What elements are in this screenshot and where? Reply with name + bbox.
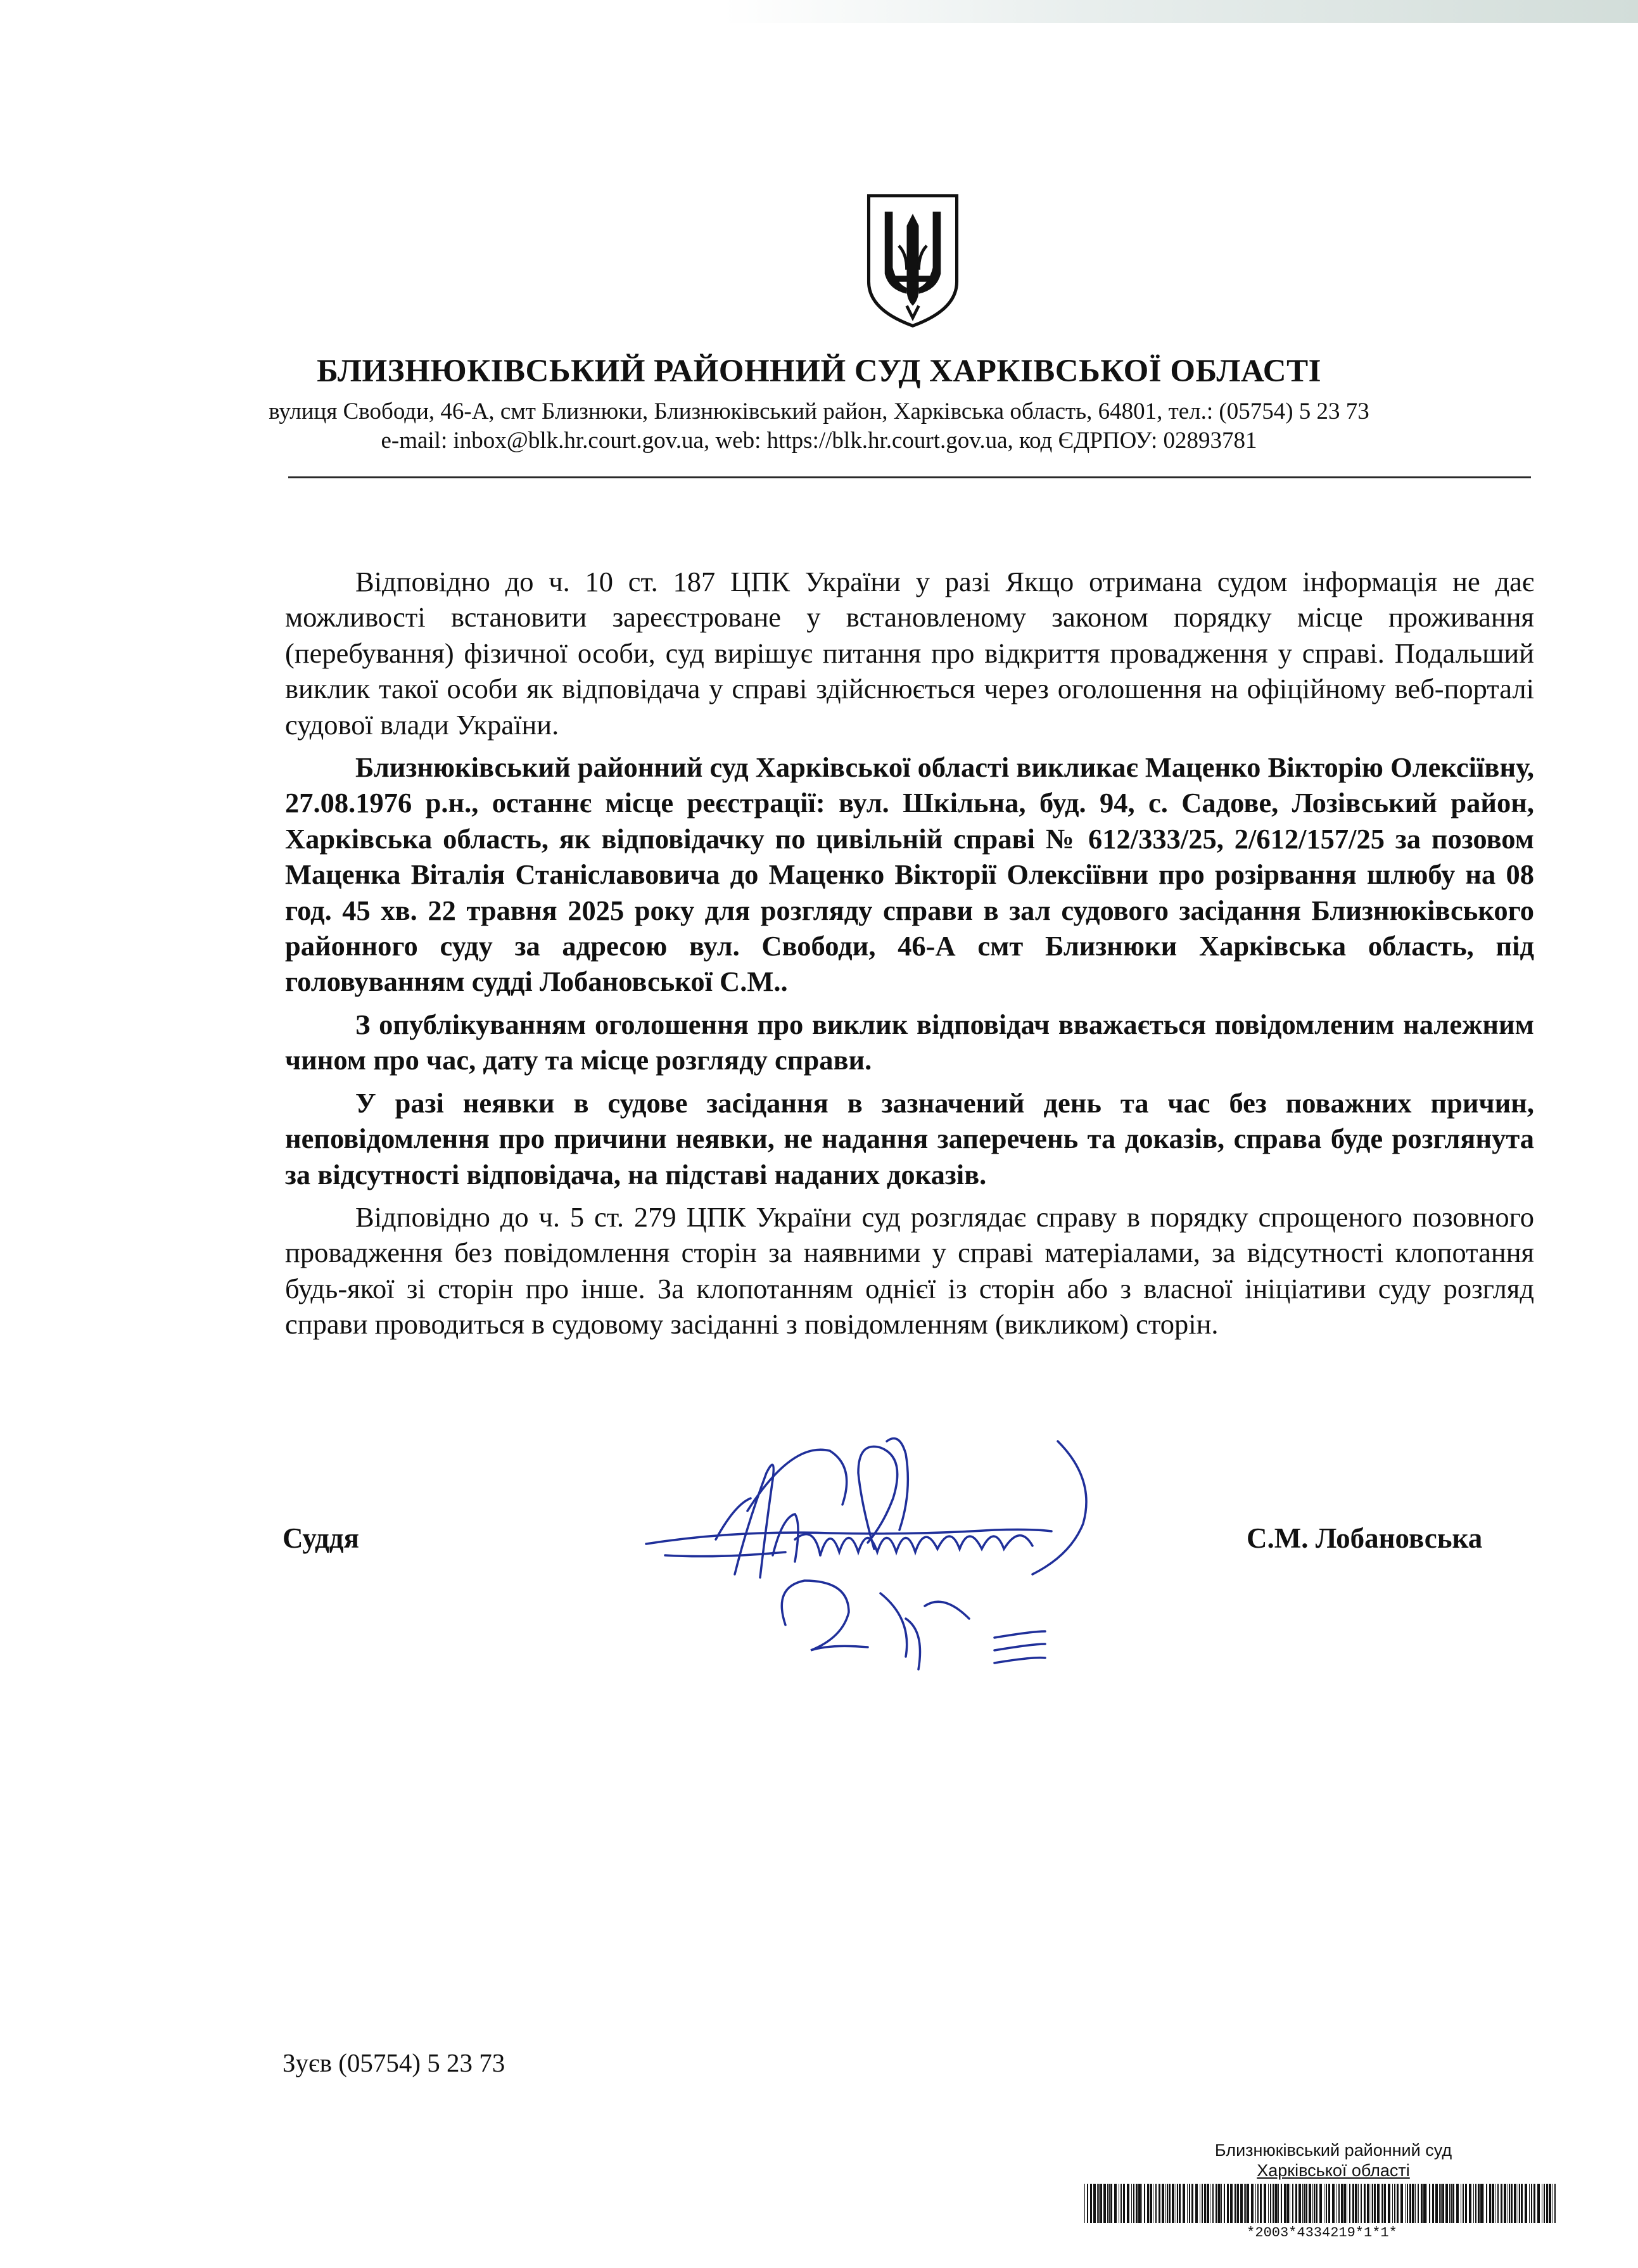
barcode-bar [1107,2184,1108,2223]
barcode-bar [1442,2184,1444,2223]
notice-paragraph: З опублікуванням оголошення про виклик відповідач вважається повідомленим належним чином про час, дату та місце розгляду справи. [285,1008,1534,1076]
barcode-bar [1397,2184,1399,2223]
barcode-bar [1127,2184,1129,2223]
barcode-bar [1183,2184,1185,2223]
barcode-bar [1423,2184,1426,2223]
barcode-bar [1121,2184,1122,2223]
barcode-bar [1235,2184,1236,2223]
barcode-bar [1361,2184,1362,2223]
barcode-bar [1195,2184,1198,2223]
barcode-bar [1382,2184,1383,2223]
barcode-number: *2003*4334219*1*1* [1247,2225,1397,2241]
trident-coat-of-arms-icon [863,189,963,331]
barcode-bar [1255,2184,1256,2223]
barcode-bar [1298,2184,1301,2223]
barcode-bar [1364,2184,1366,2223]
barcode-bar [1189,2184,1190,2223]
barcode-bar [1338,2184,1340,2223]
barcode-bar [1473,2184,1474,2223]
barcode-bar [1230,2184,1233,2223]
barcode-bar [1207,2184,1209,2223]
barcode-bar [1529,2184,1530,2223]
barcode-bar [1172,2184,1174,2223]
barcode-bar [1475,2184,1476,2223]
barcode-bar [1216,2184,1217,2223]
barcode-bar [1394,2184,1395,2223]
barcode-bar [1426,2184,1427,2223]
barcode-bar [1405,2184,1406,2223]
barcode-bar [1224,2184,1225,2223]
barcode-bar [1501,2184,1502,2223]
barcode-bar [1328,2184,1330,2223]
barcode-bar [1429,2184,1430,2223]
barcode-bar [1314,2184,1315,2223]
barcode-bar [1349,2184,1350,2223]
barcode-bar [1388,2184,1390,2223]
barcode-bar [1465,2184,1467,2223]
barcode-bar [1537,2184,1540,2223]
barcode-bar [1326,2184,1327,2223]
barcode-bar [1169,2184,1171,2223]
barcode-bar [1445,2184,1448,2223]
barcode-bar [1332,2184,1335,2223]
barcode-bar [1355,2184,1357,2223]
barcode-bar [1257,2184,1259,2223]
barcode-bar [1227,2184,1229,2223]
barcode-bar [1312,2184,1313,2223]
barcode-bar [1247,2184,1249,2223]
notice-paragraph: Відповідно до ч. 10 ст. 187 ЦПК України у разі Якщо отримана судом інформація не дає можливості встановити зареєстроване у встановленому законом порядку місце проживання (перебування) фізичної особи, суд вирішує питання про відкриття провадження у справі. Подальший виклик такої особи як відповідача у справі здійснюється через оголошення на офіційному веб-порталі судової влади України. [285,566,1534,741]
barcode-bar [1480,2184,1483,2223]
barcode-bar [1275,2184,1278,2223]
barcode-bar [1519,2184,1520,2223]
notice-paragraph: Близнюківський районний суд Харківської області викликає Маценко Вікторію Олексіївну, 27.08.1976 р.н., останнє місце реєстрації: вул. Шкільна, буд. 94, с. Садове, Лозівський район, Харківська область, як відповідачку по цивільній справі № 612/333/25, 2/612/157/25 за позовом Маценка Віталія Станіславовича до Маценко Вікторії Олексіївни про розірвання шлюбу на 08 год. 45 хв. 22 травня 2025 року для розгляду справи в зал судового засідання Близнюківського районного суду за адресою вул. Свободи, 46-А смт Близнюки Харківська область, під головуванням судді Лобановської С.М.. [285,751,1534,998]
barcode-bar [1278,2184,1279,2223]
header-divider [288,476,1531,478]
barcode-bar [1352,2184,1354,2223]
barcode-bar [1270,2184,1271,2223]
court-contacts: e-mail: inbox@blk.hr.court.gov.ua, web: https://blk.hr.court.gov.ua, код ЄДРПОУ: 02893781 [381,428,1257,454]
barcode-bar [1245,2184,1247,2223]
barcode-bar [1554,2184,1556,2223]
barcode-bar [1377,2184,1380,2223]
barcode-bar [1177,2184,1178,2223]
barcode-bar [1392,2184,1393,2223]
barcode-bar [1100,2184,1102,2223]
barcode-bar [1087,2184,1088,2223]
barcode-bar [1133,2184,1134,2223]
barcode-bar [1549,2184,1551,2223]
barcode-bar [1435,2184,1438,2223]
barcode-bar [1514,2184,1516,2223]
barcode-bar [1155,2184,1157,2223]
barcode-bar [1415,2184,1416,2223]
barcode-bar [1138,2184,1141,2223]
handwritten-signature [640,1429,1159,1682]
barcode-bar [1486,2184,1487,2223]
barcode-bar [1483,2184,1484,2223]
barcode-bar [1478,2184,1480,2223]
barcode-bar [1090,2184,1092,2223]
barcode-bar [1511,2184,1513,2223]
barcode-bar [1204,2184,1206,2223]
barcode-bar [1110,2184,1112,2223]
barcode-bar [1456,2184,1459,2223]
barcode-bar [1284,2184,1286,2223]
barcode-icon [1084,2184,1559,2223]
barcode-bar [1295,2184,1297,2223]
notice-body [285,564,1534,1349]
barcode-bar [1309,2184,1311,2223]
barcode-bar [1449,2184,1450,2223]
barcode-bar [1264,2184,1266,2223]
barcode-bar [1098,2184,1100,2223]
barcode-bar [1191,2184,1193,2223]
court-stamp [1096,2140,1571,2181]
barcode-bar [1221,2184,1222,2223]
barcode-bar [1304,2184,1305,2223]
barcode-bar [1544,2184,1545,2223]
barcode-bar [1492,2184,1494,2223]
barcode-bar [1509,2184,1510,2223]
barcode-bar [1212,2184,1214,2223]
barcode-bar [1489,2184,1491,2223]
barcode-bar [1440,2184,1442,2223]
barcode-bar [1244,2184,1245,2223]
barcode-bar [1469,2184,1471,2223]
barcode-bar [1084,2184,1085,2223]
barcode-bar [1187,2184,1188,2223]
barcode-bar [1374,2184,1376,2223]
clerk-contact: Зуєв (05754) 5 23 73 [283,2048,505,2077]
barcode-bar [1218,2184,1221,2223]
barcode-bar [1400,2184,1403,2223]
notice-paragraph: У разі неявки в судове засідання в зазначений день та час без поважних причин, неповідомлення про причини неявки, не надання заперечень та доказів, справа буде розглянута за відсутності відповідача, на підставі наданих доказів. [285,1086,1534,1190]
barcode-bar [1179,2184,1181,2223]
judge-name: С.М. Лобановська [1247,1522,1483,1554]
barcode-bar [1521,2184,1523,2223]
barcode-bar [1343,2184,1346,2223]
barcode-bar [1108,2184,1110,2223]
barcode-bar [1525,2184,1527,2223]
barcode-bar [1136,2184,1138,2223]
barcode-bar [1531,2184,1532,2223]
barcode-bar [1240,2184,1243,2223]
barcode-bar [1384,2184,1386,2223]
barcode-bar [1159,2184,1160,2223]
barcode-bar [1131,2184,1132,2223]
barcode-bar [1421,2184,1423,2223]
barcode-bar [1097,2184,1098,2223]
barcode-bar [1497,2184,1499,2223]
barcode-bar [1336,2184,1337,2223]
barcode-bar [1123,2184,1125,2223]
barcode-bar [1273,2184,1274,2223]
barcode-bar [1302,2184,1303,2223]
barcode-bar [1358,2184,1359,2223]
barcode-bar [1150,2184,1152,2223]
scan-edge-strip [722,0,1638,23]
court-name-heading: БЛИЗНЮКІВСЬКИЙ РАЙОННИЙ СУД ХАРКІВСЬКОЇ ОБЛАСТІ [317,354,1321,389]
barcode-bar [1237,2184,1239,2223]
barcode-bar [1202,2184,1203,2223]
notice-paragraph: Відповідно до ч. 5 ст. 279 ЦПК України суд розглядає справу в порядку спрощеного позовного провадження без повідомлення сторін за наявними у справі матеріалами, за відсутності клопотання будь-якої зі сторін про інше. За клопотанням однієї із сторін або з власної ініціативи суду розгляд справи проводиться в судовому засіданні з повідомленням (викликом) сторін. [285,1201,1534,1341]
barcode-bar [1367,2184,1369,2223]
barcode-bar [1260,2184,1262,2223]
barcode-bar [1268,2184,1269,2223]
barcode-bar [1167,2184,1168,2223]
barcode-bar [1251,2184,1254,2223]
barcode-bar [1504,2184,1506,2223]
barcode-bar [1463,2184,1464,2223]
court-address: вулиця Свободи, 46-А, смт Близнюки, Близнюківський район, Харківська область, 64801, тел.: (05754) 5 23 73 [269,398,1369,424]
barcode-bar [1316,2184,1317,2223]
barcode-bar [1114,2184,1117,2223]
barcode-bar [1234,2184,1235,2223]
barcode-bar [1093,2184,1096,2223]
barcode-bar [1162,2184,1164,2223]
stamp-line-1: Близнюківський районний суд [1214,2141,1452,2160]
barcode-bar [1341,2184,1343,2223]
judge-title: Суддя [283,1522,359,1554]
barcode-bar [1305,2184,1307,2223]
barcode-bar [1412,2184,1414,2223]
barcode-bar [1165,2184,1166,2223]
barcode-bar [1533,2184,1535,2223]
barcode-bar [1451,2184,1452,2223]
barcode-bar [1292,2184,1293,2223]
barcode-bar [1439,2184,1440,2223]
barcode-bar [1409,2184,1411,2223]
barcode-bar [1407,2184,1408,2223]
barcode-bar [1452,2184,1454,2223]
barcode-bar [1286,2184,1289,2223]
barcode-bar [1281,2184,1282,2223]
barcode-bar [1103,2184,1106,2223]
barcode-bar [1319,2184,1322,2223]
barcode-bar [1418,2184,1419,2223]
barcode-bar [1144,2184,1145,2223]
barcode-bar [1546,2184,1548,2223]
barcode-bar [1372,2184,1373,2223]
stamp-line-2: Харківської області [1257,2161,1410,2180]
barcode-bar [1432,2184,1434,2223]
barcode-bar [1141,2184,1142,2223]
barcode-bar [1147,2184,1149,2223]
